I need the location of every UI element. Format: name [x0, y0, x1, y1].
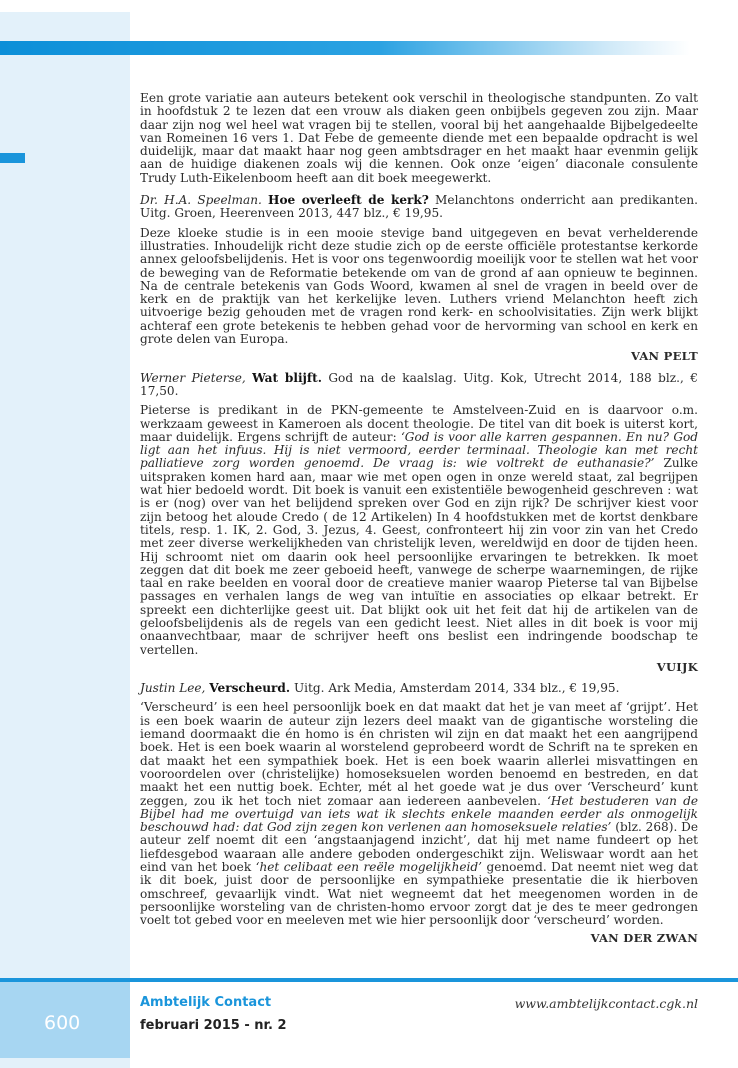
book-title: Hoe overleeft de kerk? — [268, 193, 429, 208]
quotation: ‘God is voor alle karren gespannen. En nu? God ligt aan het infuus. Hij is niet vermoord, eerder terminaal. Theologie kan met recht palliatieve zorg worden genoemd. De vraag is: wie voltrekt de euthanasie?’ — [140, 429, 699, 471]
magazine-name: Ambtelijk Contact — [140, 995, 272, 1010]
review-body — [140, 404, 698, 657]
page-number: 600 — [44, 1012, 81, 1034]
quotation: ‘Het bestuderen van de Bijbel had me overtuigd van iets wat ik slechts enkele maanden eerder als onmogelijk beschouwd had: dat God zijn zegen kon verlenen aan homoseksuele relaties’ — [140, 793, 698, 835]
review-body: Deze kloeke studie is in een mooie stevige band uitgegeven en bevat verhelderende illustraties. Inhoudelijk richt deze studie zich op de eerste officiële protestantse kerkorde annex geloofsbelijdenis. Het is voor ons tegenwoordig moeilijk voor te stellen wat het voor de beweging van de Reformatie betekende om van de grond af aan opnieuw te beginnen. Na de centrale betekenis van Gods Woord, kwamen al snel de vragen in beeld over de kerk en de praktijk van het kerkelijke leven. Luthers vriend Melanchton heeft zich uitvoerige bezig gehouden met de vragen rond kerk- en schoolvisitaties. Zijn werk blijkt achteraf een grote betekenis te hebben gehad voor de hervorming van school en kerk en grote delen van Europa. — [140, 225, 698, 347]
review-author: Werner Pieterse, — [140, 370, 246, 385]
body-text: (blz. 268). De auteur zelf noemt dit een ‘angstaanjagend inzicht’, dat hij met name fundeert op het liefdesgebod waaraan alle andere geboden ondergeschikt zijn. Weliswaar wordt aan het eind van het boek — [140, 820, 698, 875]
review-body — [140, 701, 698, 927]
body-text: ‘Verscheurd’ is een heel persoonlijk boek en dat maakt dat het je van meet af ‘grijpt’. Het is een boek waarin de auteur zijn lezers deel maakt van de gigantische worsteling die iemand doormaakt die én homo is én christen wil zijn en dat maakt het een aangrijpend boek. Het is een boek waarin al worstelend geprobeerd wordt de Schrift na te spreken en dat maakt het een sympathiek boek. Het is een boek waarin allerlei misvattingen en vooroordelen over (christelijke) homoseksuelen worden benoemd en bestreden, en dat maakt het een nuttig boek. Echter, mét al het goede wat je dus over ‘Verscheurd’ kunt zeggen, zou ik het toch niet zomaar aan iedereen aanbevelen. — [140, 700, 698, 808]
book-details: God na de kaalslag. Uitg. Kok, Utrecht 2014, 188 blz., € 17,50. — [140, 370, 698, 398]
review-citation — [140, 682, 698, 695]
margin-marker — [0, 153, 25, 163]
book-title: Wat blijft. — [252, 370, 322, 385]
left-sidebar-band — [0, 12, 130, 1068]
review-author: Justin Lee, — [140, 681, 206, 696]
book-title: Verscheurd. — [209, 681, 291, 696]
reviewer-signature: VAN DER ZWAN — [590, 930, 698, 945]
book-details: Uitg. Ark Media, Amsterdam 2014, 334 blz., € 19,95. — [293, 681, 620, 696]
body-text: Zulke uitspraken komen hard aan, maar wie met open ogen in onze wereld staat, zal begrijpen wat hier bedoeld wordt. Dit boek is vanuit een existentiële bewogenheid geschreven : wat is er (nog) over van het belijdend spreken over God en zijn rijk? De schrijver kiest voor zijn betoog het aloude Credo ( de 12 Artikelen) In 4 hoofdstukken met de kortst denkbare titels, resp. 1. IK, 2. God, 3. Jezus, 4. Geest, confronteert hij zin voor zin van het Credo met zeer diverse werkelijkheden van christelijk leven, wereldwijd en door de tijden heen. Hij schroomt niet om daarin ook heel persoonlijke ervaringen te betrekken. Ik moet zeggen dat dit boek me zeer geboeid heeft, vanwege de scherpe waarnemingen, de rijke taal en rake beelden en vooral door de creatieve manier waarop Pieterse tal van Bijbelse passages en verhalen langs de weg van intuïtie en associaties op elkaar betrekt. Er spreekt een dichterlijke geest uit. Dat blijkt ook uit het feit dat hij de artikelen van de geloofsbelijdenis als de regels van een gedicht leest. Niet alles in dit boek is voor mij onaanvechtbaar, maar de schrijver heeft ons beslist een indringende boodschap te vertellen. — [140, 456, 698, 657]
reviewer-signature: VUIJK — [656, 659, 698, 674]
intro-paragraph: Een grote variatie aan auteurs betekent ook verschil in theologische standpunten. Zo valt in hoofdstuk 2 te lezen dat een vrouw als diaken geen onbijbels gegeven zou zijn. Maar daar zijn nog wel heel wat vragen bij te stellen, vooral bij het aangehaalde Bijbelgedeelte van Romeinen 16 vers 1. Dat Febe de gemeente diende met een bepaalde opdracht is wel duidelijk, maar dat maakt haar nog geen ambtsdrager en het maakt haar evenmin gelijk aan de huidige diakenen zoals wij die kennen. Ook onze ‘eigen’ diaconale consulente Trudy Luth-Eikelenboom heeft aan dit boek meegewerkt. — [140, 91, 698, 185]
reviewer-signature: VAN PELT — [631, 349, 698, 364]
body-text: Pieterse is predikant in de PKN-gemeente te Amstelveen-Zuid en is daarvoor o.m. werkzaam geweest in Kameroen als docent theologie. De titel van dit boek is uiterst kort, maar duidelijk. Ergens schrijft de auteur: — [140, 403, 698, 444]
body-text: genoemd. Dat neemt niet weg dat ik dit boek, juist door de persoonlijke en sympathieke presentatie die ik hierboven omschreef, gevaarlijk vindt. Wat niet wegneemt dat het meegenomen worden in de persoonlijke worsteling van de christen-homo ervoor zorgt dat je des te meer gedrongen voelt tot gebed voor en meeleven met wie hier persoonlijk door ‘verscheurd’ worden. — [140, 860, 699, 928]
review-citation — [140, 372, 698, 399]
review-citation — [140, 194, 698, 221]
website-link[interactable]: www.ambtelijkcontact.cgk.nl — [514, 996, 698, 1011]
header-gradient-bar — [0, 41, 690, 55]
review-author: Dr. H.A. Speelman. — [140, 193, 262, 208]
issue-info: februari 2015 - nr. 2 — [140, 1018, 287, 1033]
article-column — [140, 92, 698, 953]
book-details: Melanchtons onderricht aan predikanten. Uitg. Groen, Heerenveen 2013, 447 blz., € 19,95. — [140, 193, 698, 221]
quotation: ‘het celibaat een reële mogelijkheid’ — [255, 860, 482, 875]
